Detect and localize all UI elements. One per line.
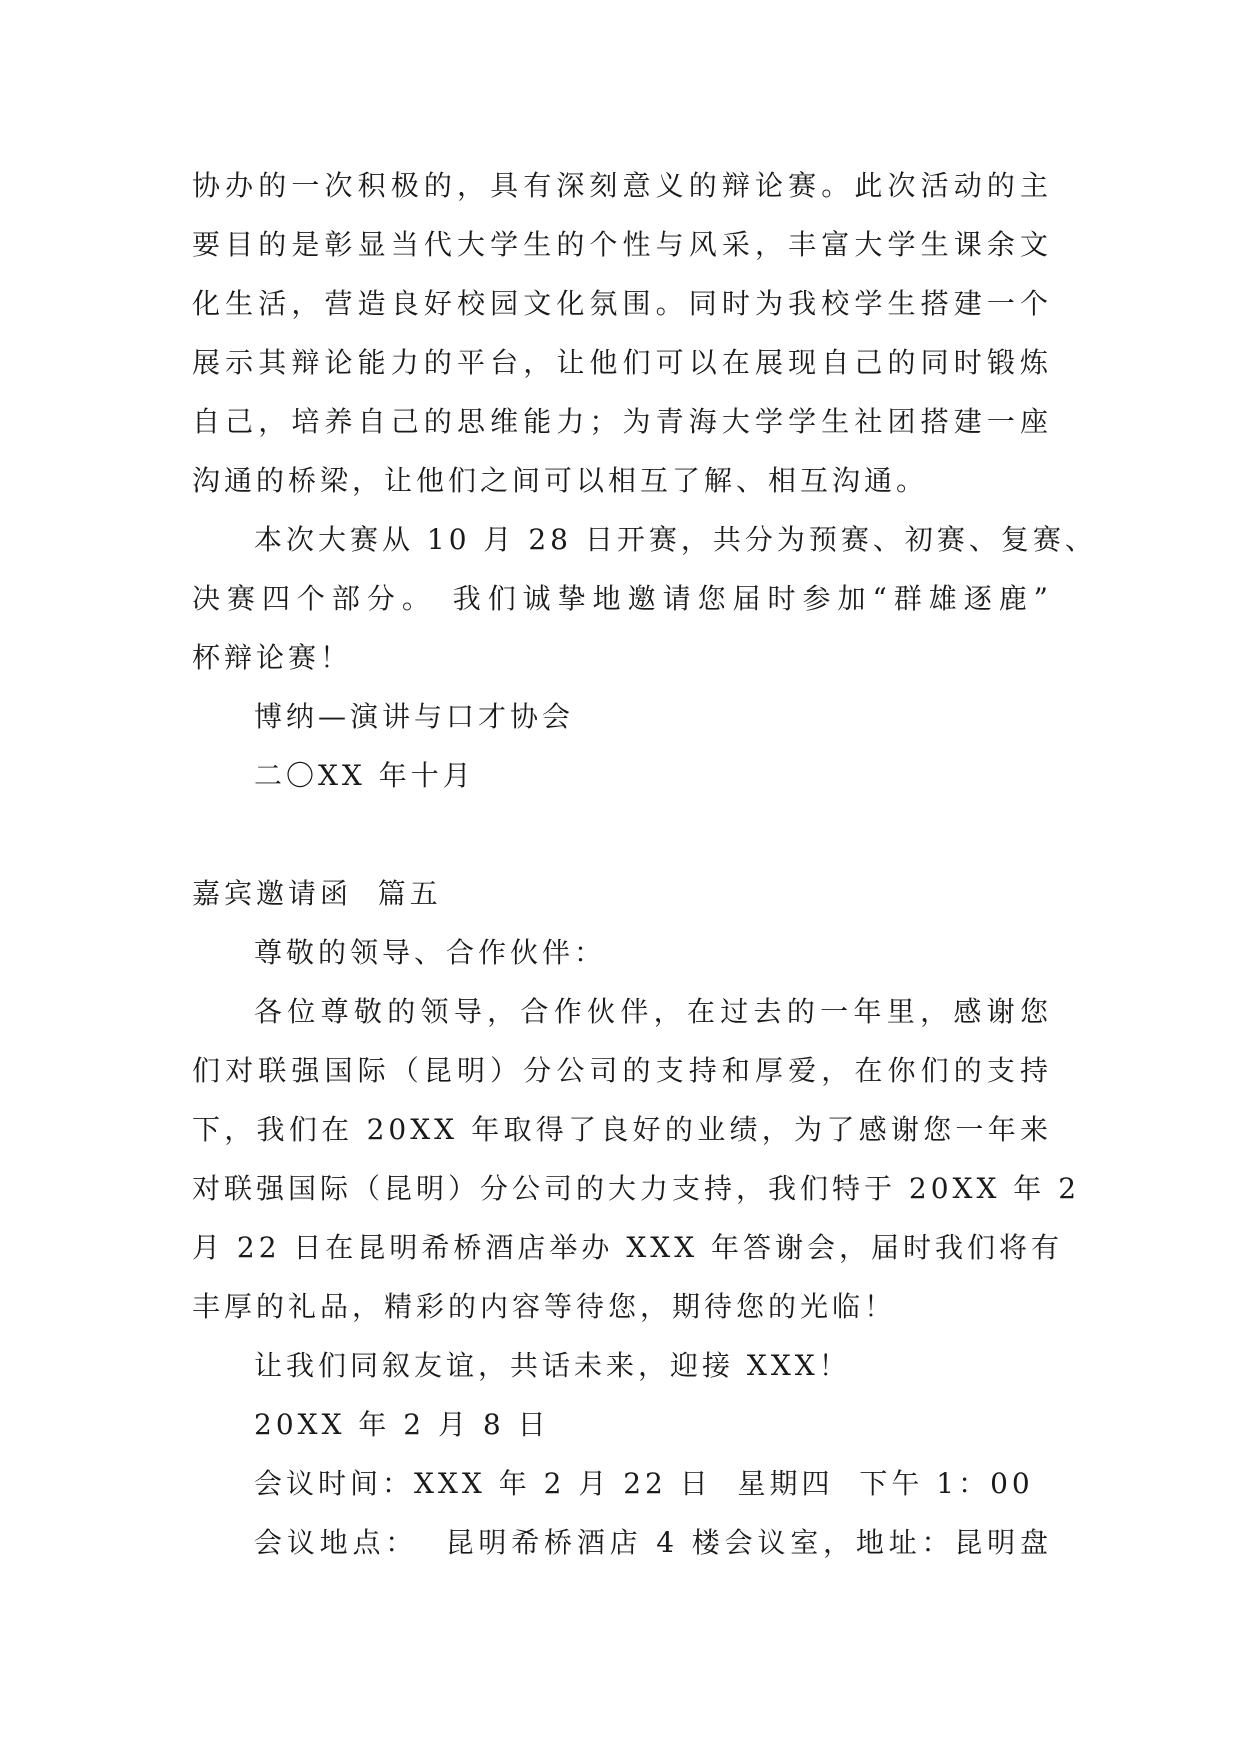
text-line: 各位尊敬的领导，合作伙伴，在过去的一年里，感谢您 — [254, 995, 1052, 1028]
closing-line: 让我们同叙友谊，共话未来，迎接 XXX！ — [254, 1349, 851, 1382]
paragraph-debate-purpose — [192, 156, 1052, 510]
meeting-place: 会议地点： 昆明希桥酒店 4 楼会议室，地址：昆明盘 — [254, 1526, 1052, 1559]
text-line: 决赛四个部分。 我们诚挚地邀请您届时参加“群雄逐鹿” — [192, 582, 1052, 615]
signature-organization: 博纳—演讲与口才协会 — [254, 700, 575, 733]
text-line: 沟通的桥梁，让他们之间可以相互了解、相互沟通。 — [192, 464, 929, 497]
text-line: 本次大赛从 10 月 28 日开赛，共分为预赛、初赛、复赛、 — [254, 523, 1097, 556]
text-line: 杯辩论赛！ — [192, 641, 353, 674]
text-line: 下，我们在 20XX 年取得了良好的业绩，为了感谢您一年来 — [192, 1113, 1052, 1146]
signature-date: 二〇XX 年十月 — [254, 759, 475, 792]
document-body — [192, 156, 1097, 1572]
text-line: 化生活，营造良好校园文化氛围。同时为我校学生搭建一个 — [192, 287, 1052, 320]
paragraph-debate-schedule — [192, 510, 1097, 687]
salutation: 尊敬的领导、合作伙伴： — [254, 936, 607, 969]
text-line: 们对联强国际（昆明）分公司的支持和厚爱，在你们的支持 — [192, 1054, 1052, 1087]
section-spacer — [192, 805, 1052, 864]
meeting-time: 会议时间：XXX 年 2 月 22 日 星期四 下午 1：00 — [254, 1467, 1034, 1500]
letter-date: 20XX 年 2 月 8 日 — [254, 1408, 550, 1441]
text-line: 月 22 日在昆明希桥酒店举办 XXX 年答谢会，届时我们将有 — [192, 1231, 1064, 1264]
text-line: 要目的是彰显当代大学生的个性与风采，丰富大学生课余文 — [192, 228, 1052, 261]
text-line: 协办的一次积极的，具有深刻意义的辩论赛。此次活动的主 — [192, 169, 1052, 202]
text-line: 对联强国际（昆明）分公司的大力支持，我们特于 20XX 年 2 — [192, 1172, 1081, 1205]
text-line: 丰厚的礼品，精彩的内容等待您，期待您的光临！ — [192, 1290, 897, 1323]
section-heading: 嘉宾邀请函 篇五 — [192, 877, 442, 910]
text-line: 自己，培养自己的思维能力；为青海大学学生社团搭建一座 — [192, 405, 1052, 438]
paragraph-invitation — [192, 982, 1081, 1336]
text-line: 展示其辩论能力的平台，让他们可以在展现自己的同时锻炼 — [192, 346, 1052, 379]
